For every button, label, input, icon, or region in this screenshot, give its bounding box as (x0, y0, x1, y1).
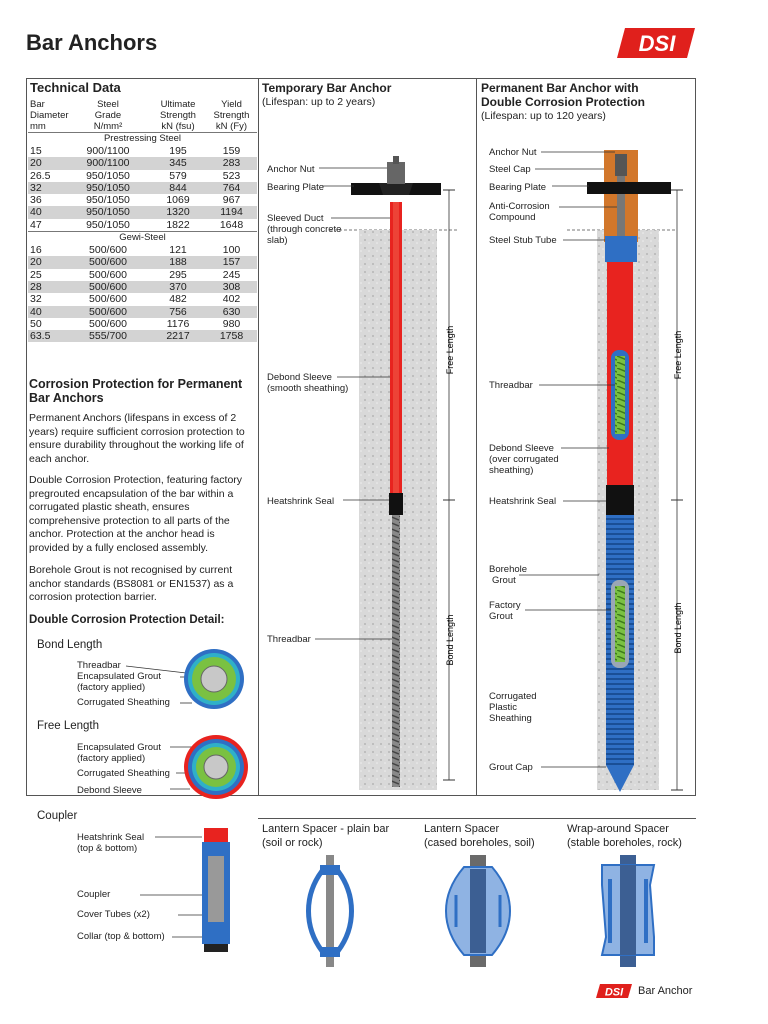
table-cell: 40 (30, 206, 42, 219)
label-anchor-nut: Anchor Nut (489, 147, 537, 158)
logo-text: DSI (638, 31, 676, 56)
footer-logo (596, 983, 632, 999)
table-group-heading: Prestressing Steel (28, 132, 257, 145)
table-cell: 500/600 (89, 280, 127, 293)
dsi-logo (617, 26, 695, 60)
label-cover-tubes: Cover Tubes (x2) (77, 909, 150, 920)
label-sleeved-duct: Sleeved Duct (267, 213, 324, 224)
table-cell: 47 (30, 218, 42, 231)
table-cell: 245 (222, 268, 241, 281)
table-cell: 500/600 (89, 256, 127, 269)
label-collar: Collar (top & bottom) (77, 931, 165, 942)
label-steel-cap: Steel Cap (489, 164, 531, 175)
corrosion-heading: Corrosion Protection for Permanent Bar Anchors (29, 377, 243, 405)
free-length-label: Free Length (445, 325, 455, 375)
label-threadbar: Threadbar (77, 660, 121, 671)
label-sheathing: Sheathing (489, 713, 532, 724)
table-cell: 950/1050 (86, 194, 130, 207)
bond-length-title: Bond Length (37, 639, 103, 651)
spacer-2-title: Lantern Spacer (424, 823, 500, 835)
table-cell: 188 (169, 256, 187, 269)
table-cell: 482 (169, 293, 187, 306)
label-over-corrugated: (over corrugated (489, 454, 559, 465)
table-cell: 980 (222, 317, 241, 330)
table-cell: 630 (222, 305, 241, 318)
temporary-anchor-diagram (259, 150, 475, 796)
corrosion-paragraph-3: Borehole Grout is not recognised by current anchor standards (BS8081 or EN1537) as a corrosion protection barrier. (29, 564, 234, 603)
label-top-bottom: (top & bottom) (77, 843, 138, 854)
table-cell: 32 (30, 181, 42, 194)
table-cell: 20 (30, 157, 42, 170)
spacer-1-title: Lantern Spacer - plain bar (262, 823, 390, 835)
table-cell: 26.5 (30, 169, 51, 182)
table-row (28, 306, 257, 318)
lantern-spacer-plain-diagram (300, 855, 360, 967)
label-borehole: Borehole (489, 564, 528, 575)
table-cell: 40 (30, 305, 42, 318)
table-cell: 50 (30, 317, 42, 330)
bond-length-cross-section (120, 645, 260, 715)
table-cell: 764 (222, 181, 241, 194)
label-coupler: Coupler (77, 889, 111, 900)
table-cell: 195 (169, 145, 187, 157)
table-row (28, 330, 257, 342)
wrap-around-spacer-diagram (596, 855, 660, 967)
label-factory-grout: Grout (489, 611, 513, 622)
table-cell: 756 (169, 305, 187, 318)
label-debond-sleeve: Debond Sleeve (77, 785, 142, 796)
label-through-slab: (through concrete (267, 224, 342, 235)
label-sheathing: sheathing) (489, 465, 534, 476)
table-cell: 950/1050 (86, 206, 130, 219)
label-corrugated-sheathing: Corrugated Sheathing (77, 697, 170, 708)
table-cell: 15 (30, 145, 42, 157)
table-cell: 555/700 (89, 330, 127, 343)
label-heatshrink-seal: Heatshrink Seal (267, 496, 335, 507)
table-row (28, 318, 257, 330)
table-cell: 900/1100 (86, 157, 130, 170)
table-cell: 844 (169, 181, 187, 194)
table-group-heading: Gewi-Steel (28, 231, 257, 244)
label-threadbar: Threadbar (489, 380, 533, 391)
page-title: Bar Anchors (26, 30, 158, 55)
table-cell: 2217 (166, 330, 190, 343)
table-cell: 295 (169, 268, 187, 281)
table-cell: 1069 (166, 194, 190, 207)
table-row (28, 269, 257, 281)
label-grout: Grout (492, 575, 516, 586)
footer-label: Bar Anchor (638, 985, 693, 997)
technical-data-heading: Technical Data (30, 80, 121, 95)
permanent-title-1: Permanent Bar Anchor with (481, 81, 639, 95)
table-row (28, 206, 257, 218)
label-encapsulated-grout: Encapsulated Grout (77, 742, 161, 753)
table-cell: 579 (169, 169, 187, 182)
lantern-spacer-cased-diagram (440, 855, 516, 967)
label-grout-cap: Grout Cap (489, 762, 533, 773)
bond-length-label: Bond Length (445, 614, 455, 666)
corrosion-paragraph-1: Permanent Anchors (lifespans in excess of 2 years) require sufficient corrosion protection to ensure durability throughout the working life of each anchor. (29, 412, 245, 465)
table-cell: 121 (169, 244, 187, 257)
table-cell: 1194 (220, 206, 243, 219)
table-cell: 900/1100 (86, 145, 130, 157)
coupler-title: Coupler (37, 810, 78, 822)
table-cell: 308 (222, 280, 241, 293)
table-cell: 500/600 (89, 305, 127, 318)
table-cell: 1176 (166, 317, 190, 330)
table-cell: 159 (222, 145, 241, 157)
table-cell: 523 (222, 169, 241, 182)
free-length-cross-section (150, 727, 260, 799)
table-row (28, 170, 257, 182)
label-anti-corrosion: Anti-Corrosion (489, 201, 550, 212)
detail-heading: Double Corrosion Protection Detail: (29, 614, 225, 626)
table-cell: 1822 (166, 218, 190, 231)
label-encapsulated-grout: Encapsulated Grout (77, 671, 161, 682)
permanent-lifespan: (Lifespan: up to 120 years) (481, 110, 606, 122)
table-cell: 370 (169, 280, 187, 293)
table-cell: 950/1050 (86, 169, 130, 182)
spacer-1-sub: (soil or rock) (262, 837, 323, 849)
label-anchor-nut: Anchor Nut (267, 164, 315, 175)
bond-length-label: Bond Length (673, 602, 683, 654)
table-cell: 16 (30, 244, 42, 257)
table-row (28, 256, 257, 268)
label-corrugated-sheathing: Corrugated Sheathing (77, 768, 170, 779)
table-cell: 950/1050 (86, 218, 130, 231)
table-row (28, 145, 257, 157)
table-cell: 967 (222, 194, 241, 207)
spacer-3-title: Wrap-around Spacer (567, 823, 669, 835)
table-row (28, 281, 257, 293)
label-compound: Compound (489, 212, 536, 223)
table-cell: 283 (222, 157, 241, 170)
table-cell: 20 (30, 256, 42, 269)
table-row (28, 293, 257, 305)
table-row (28, 194, 257, 206)
permanent-anchor-diagram (477, 140, 695, 796)
table-cell: 500/600 (89, 317, 127, 330)
table-cell: 500/600 (89, 268, 127, 281)
table-cell: 157 (222, 256, 241, 269)
table-cell: 402 (222, 293, 241, 306)
temporary-lifespan: (Lifespan: up to 2 years) (262, 96, 376, 108)
table-cell: 36 (30, 194, 42, 207)
temporary-title: Temporary Bar Anchor (262, 81, 392, 95)
free-length-title: Free Length (37, 720, 100, 732)
spacer-2-sub: (cased boreholes, soil) (424, 837, 535, 849)
table-row (28, 157, 257, 169)
label-factory-applied: (factory applied) (77, 753, 146, 764)
spacer-3-sub: (stable boreholes, rock) (567, 837, 682, 849)
table-body (28, 132, 257, 342)
table-cell: 950/1050 (86, 181, 130, 194)
label-debond-sleeve: Debond Sleeve (267, 372, 332, 383)
table-header: Bar Diameter mm Steel Grade N/mm² Ultimate Strength kN (fsu) Yield Strength kN (Fy) (30, 99, 250, 132)
table-cell: 28 (30, 280, 42, 293)
label-corrugated: Corrugated (489, 691, 537, 702)
footer-logo-text: DSI (604, 986, 624, 999)
label-factory: Factory (489, 600, 521, 611)
corrosion-paragraph-2: Double Corrosion Protection, featuring factory pregrouted encapsulation of the bar within a corrugated plastic sheath, ensures comprehensive protection to all parts of the anchor. Protection at the anchor head is provided by a fully enclosed assembly. (29, 474, 243, 554)
label-smooth-sheathing: (smooth sheathing) (267, 383, 349, 394)
table-cell: 345 (169, 157, 187, 170)
label-bearing-plate: Bearing Plate (489, 182, 547, 193)
label-factory-applied: (factory applied) (77, 682, 146, 693)
table-cell: 1648 (219, 218, 244, 231)
free-length-label: Free Length (673, 330, 683, 380)
table-cell: 63.5 (30, 330, 51, 343)
table-row (28, 244, 257, 256)
table-cell: 500/600 (89, 244, 127, 257)
label-steel-stub-tube: Steel Stub Tube (489, 235, 557, 246)
divider (258, 818, 696, 819)
label-plastic: Plastic (489, 702, 517, 713)
label-bearing-plate: Bearing Plate (267, 182, 325, 193)
table-cell: 1320 (166, 206, 190, 219)
table-cell: 1758 (219, 330, 244, 343)
table-cell: 25 (30, 268, 42, 281)
label-heatshrink-seal: Heatshrink Seal (77, 832, 145, 843)
label-threadbar: Threadbar (267, 634, 311, 645)
table-row (28, 182, 257, 194)
permanent-title-2: Double Corrosion Protection (481, 95, 646, 109)
table-cell: 32 (30, 293, 42, 306)
technical-data-table (28, 80, 257, 342)
label-debond-sleeve: Debond Sleeve (489, 443, 554, 454)
label-heatshrink-seal: Heatshrink Seal (489, 496, 557, 507)
coupler-diagram (140, 826, 240, 956)
table-row (28, 219, 257, 231)
table-cell: 100 (222, 244, 241, 257)
label-slab: slab) (267, 235, 288, 246)
table-cell: 500/600 (89, 293, 127, 306)
